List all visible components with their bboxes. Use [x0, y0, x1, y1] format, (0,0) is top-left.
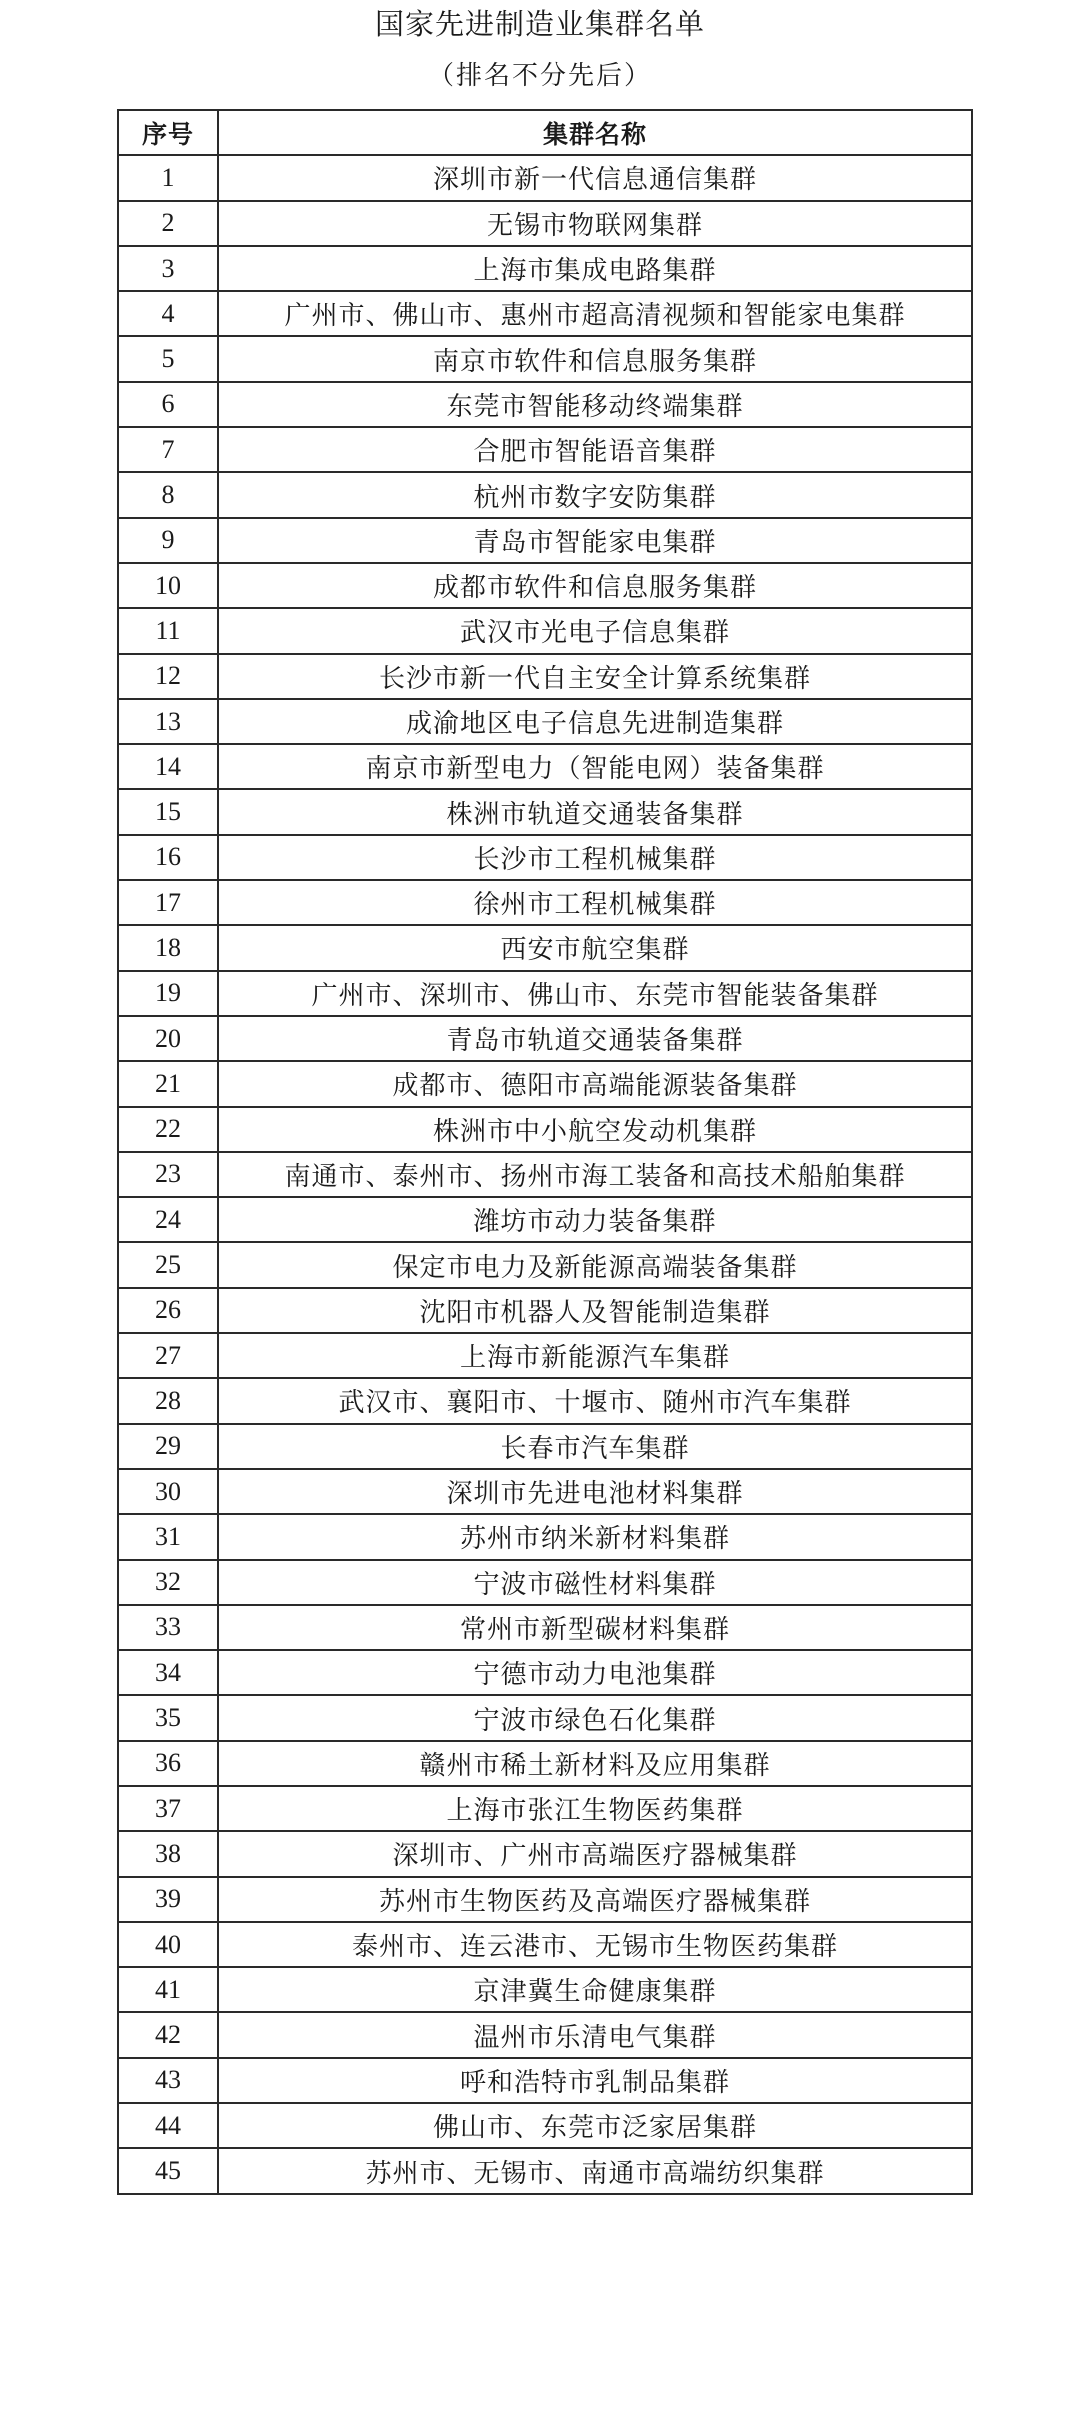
table-row [118, 1741, 972, 1786]
table-row [118, 1560, 972, 1605]
row-index: 29 [118, 1424, 218, 1469]
row-index: 39 [118, 1877, 218, 1922]
row-index: 33 [118, 1605, 218, 1650]
row-cluster-name: 潍坊市动力装备集群 [218, 1197, 972, 1242]
table-row [118, 971, 972, 1016]
row-cluster-name: 成都市、德阳市高端能源装备集群 [218, 1061, 972, 1106]
row-cluster-name: 西安市航空集群 [218, 925, 972, 970]
row-index: 3 [118, 246, 218, 291]
row-index: 16 [118, 835, 218, 880]
row-index: 27 [118, 1333, 218, 1378]
table-row [118, 925, 972, 970]
row-cluster-name: 南京市软件和信息服务集群 [218, 336, 972, 381]
table-row [118, 246, 972, 291]
row-index: 21 [118, 1061, 218, 1106]
table-row [118, 1016, 972, 1061]
row-index: 32 [118, 1560, 218, 1605]
row-cluster-name: 广州市、佛山市、惠州市超高清视频和智能家电集群 [218, 291, 972, 336]
row-cluster-name: 宁波市磁性材料集群 [218, 1560, 972, 1605]
document-subtitle: （排名不分先后） [427, 61, 652, 91]
row-index: 8 [118, 472, 218, 517]
row-cluster-name: 常州市新型碳材料集群 [218, 1605, 972, 1650]
row-cluster-name: 株洲市轨道交通装备集群 [218, 789, 972, 834]
table-row [118, 1695, 972, 1740]
table-row [118, 789, 972, 834]
table-body [118, 155, 972, 2193]
table-header-row [118, 110, 972, 155]
row-index: 17 [118, 880, 218, 925]
row-index: 42 [118, 2012, 218, 2057]
cluster-list-table [117, 109, 973, 2195]
header-index: 序号 [118, 110, 218, 155]
table-row [118, 1424, 972, 1469]
row-index: 1 [118, 155, 218, 200]
row-index: 5 [118, 336, 218, 381]
table-row [118, 1922, 972, 1967]
row-index: 43 [118, 2058, 218, 2103]
row-cluster-name: 沈阳市机器人及智能制造集群 [218, 1288, 972, 1333]
table-row [118, 2012, 972, 2057]
row-cluster-name: 上海市张江生物医药集群 [218, 1786, 972, 1831]
row-cluster-name: 合肥市智能语音集群 [218, 427, 972, 472]
row-cluster-name: 宁德市动力电池集群 [218, 1650, 972, 1695]
row-cluster-name: 武汉市、襄阳市、十堰市、随州市汽车集群 [218, 1378, 972, 1423]
row-index: 40 [118, 1922, 218, 1967]
row-cluster-name: 长春市汽车集群 [218, 1424, 972, 1469]
row-cluster-name: 保定市电力及新能源高端装备集群 [218, 1242, 972, 1287]
row-cluster-name: 深圳市、广州市高端医疗器械集群 [218, 1831, 972, 1876]
row-cluster-name: 长沙市工程机械集群 [218, 835, 972, 880]
row-index: 31 [118, 1514, 218, 1559]
row-index: 14 [118, 744, 218, 789]
row-cluster-name: 宁波市绿色石化集群 [218, 1695, 972, 1740]
row-index: 10 [118, 563, 218, 608]
table-row [118, 155, 972, 200]
row-index: 15 [118, 789, 218, 834]
row-cluster-name: 京津冀生命健康集群 [218, 1967, 972, 2012]
table-row [118, 1877, 972, 1922]
table-row [118, 1378, 972, 1423]
table-row [118, 291, 972, 336]
row-index: 6 [118, 382, 218, 427]
table-row [118, 1197, 972, 1242]
row-index: 36 [118, 1741, 218, 1786]
row-index: 28 [118, 1378, 218, 1423]
row-cluster-name: 上海市集成电路集群 [218, 246, 972, 291]
table-row [118, 880, 972, 925]
table-row [118, 382, 972, 427]
row-index: 41 [118, 1967, 218, 2012]
table-row [118, 2148, 972, 2193]
table-row [118, 1469, 972, 1514]
table-row [118, 699, 972, 744]
table-row [118, 427, 972, 472]
table-row [118, 1650, 972, 1695]
row-index: 30 [118, 1469, 218, 1514]
row-cluster-name: 苏州市生物医药及高端医疗器械集群 [218, 1877, 972, 1922]
table-row [118, 744, 972, 789]
row-cluster-name: 徐州市工程机械集群 [218, 880, 972, 925]
table-row [118, 563, 972, 608]
row-cluster-name: 佛山市、东莞市泛家居集群 [218, 2103, 972, 2148]
row-index: 35 [118, 1695, 218, 1740]
table-row [118, 1333, 972, 1378]
table-row [118, 336, 972, 381]
row-index: 34 [118, 1650, 218, 1695]
table-row [118, 835, 972, 880]
row-cluster-name: 长沙市新一代自主安全计算系统集群 [218, 654, 972, 699]
row-index: 12 [118, 654, 218, 699]
row-cluster-name: 青岛市轨道交通装备集群 [218, 1016, 972, 1061]
row-cluster-name: 赣州市稀土新材料及应用集群 [218, 1741, 972, 1786]
row-index: 26 [118, 1288, 218, 1333]
header-cluster-name: 集群名称 [218, 110, 972, 155]
table-row [118, 472, 972, 517]
row-cluster-name: 广州市、深圳市、佛山市、东莞市智能装备集群 [218, 971, 972, 1016]
table-row [118, 2058, 972, 2103]
table-row [118, 201, 972, 246]
row-index: 13 [118, 699, 218, 744]
document-title: 国家先进制造业集群名单 [374, 7, 705, 41]
row-index: 38 [118, 1831, 218, 1876]
row-cluster-name: 深圳市先进电池材料集群 [218, 1469, 972, 1514]
row-index: 18 [118, 925, 218, 970]
row-index: 44 [118, 2103, 218, 2148]
table-row [118, 1831, 972, 1876]
table-row [118, 1288, 972, 1333]
row-index: 23 [118, 1152, 218, 1197]
row-cluster-name: 苏州市、无锡市、南通市高端纺织集群 [218, 2148, 972, 2193]
row-cluster-name: 武汉市光电子信息集群 [218, 608, 972, 653]
row-cluster-name: 青岛市智能家电集群 [218, 518, 972, 563]
row-cluster-name: 东莞市智能移动终端集群 [218, 382, 972, 427]
row-cluster-name: 无锡市物联网集群 [218, 201, 972, 246]
row-cluster-name: 苏州市纳米新材料集群 [218, 1514, 972, 1559]
row-cluster-name: 杭州市数字安防集群 [218, 472, 972, 517]
row-index: 20 [118, 1016, 218, 1061]
row-cluster-name: 泰州市、连云港市、无锡市生物医药集群 [218, 1922, 972, 1967]
table-row [118, 608, 972, 653]
row-index: 2 [118, 201, 218, 246]
row-index: 7 [118, 427, 218, 472]
row-cluster-name: 上海市新能源汽车集群 [218, 1333, 972, 1378]
table-row [118, 1152, 972, 1197]
table-row [118, 1242, 972, 1287]
table-row [118, 1107, 972, 1152]
table-row [118, 518, 972, 563]
row-index: 25 [118, 1242, 218, 1287]
table-row [118, 1605, 972, 1650]
table-row [118, 1786, 972, 1831]
table-row [118, 1514, 972, 1559]
row-cluster-name: 南京市新型电力（智能电网）装备集群 [218, 744, 972, 789]
row-index: 37 [118, 1786, 218, 1831]
row-index: 19 [118, 971, 218, 1016]
row-index: 22 [118, 1107, 218, 1152]
row-index: 9 [118, 518, 218, 563]
row-cluster-name: 成都市软件和信息服务集群 [218, 563, 972, 608]
table-row [118, 1061, 972, 1106]
table-row [118, 654, 972, 699]
row-cluster-name: 呼和浩特市乳制品集群 [218, 2058, 972, 2103]
table-row [118, 2103, 972, 2148]
row-cluster-name: 深圳市新一代信息通信集群 [218, 155, 972, 200]
row-cluster-name: 南通市、泰州市、扬州市海工装备和高技术船舶集群 [218, 1152, 972, 1197]
table-row [118, 1967, 972, 2012]
row-index: 24 [118, 1197, 218, 1242]
row-cluster-name: 株洲市中小航空发动机集群 [218, 1107, 972, 1152]
row-index: 11 [118, 608, 218, 653]
row-cluster-name: 成渝地区电子信息先进制造集群 [218, 699, 972, 744]
row-index: 4 [118, 291, 218, 336]
row-index: 45 [118, 2148, 218, 2193]
row-cluster-name: 温州市乐清电气集群 [218, 2012, 972, 2057]
